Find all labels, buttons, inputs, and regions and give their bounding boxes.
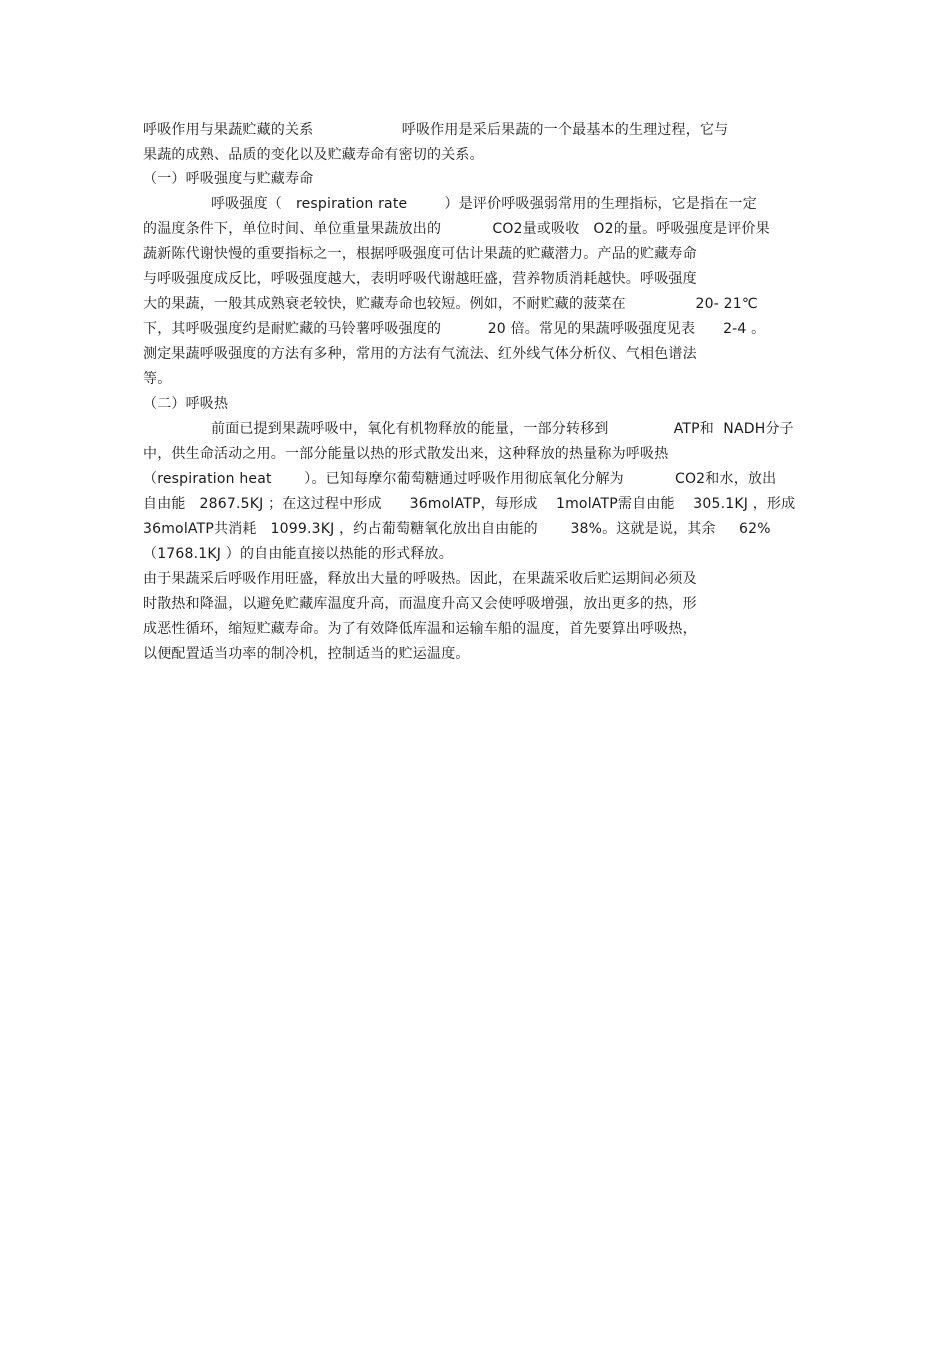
text-line-6: 蔬新陈代谢快慢的重要指标之一，根据呼吸强度可估计果蔬的贮藏潜力。产品的贮藏寿命 [143,246,697,262]
text-line-18: （1768.1KJ ）的自由能直接以热能的形式释放。 [143,546,453,562]
text-line-5: 的温度条件下，单位时间、单位重量果蔬放出的 CO2量或吸收 O2的量。呼吸强度是评价果 [143,221,770,237]
text-line-9: 下，其呼吸强度约是耐贮藏的马铃薯呼吸强度的 20 倍。常见的果蔬呼吸强度见表 2-4 。 [143,321,766,337]
text-line-22: 以便配置适当功率的制冷机，控制适当的贮运温度。 [143,646,470,662]
text-line-14: 中，供生命活动之用。一部分能量以热的形式散发出来，这种释放的热量称为呼吸热 [143,446,669,462]
text-line-11: 等。 [143,371,172,387]
text-line-4: 呼吸强度（ respiration rate ）是评价呼吸强弱常用的生理指标，它是指在一定 [211,196,757,212]
text-line-8: 大的果蔬，一般其成熟衰老较快，贮藏寿命也较短。例如，不耐贮藏的菠菜在 20- 21℃ [143,296,758,312]
text-line-16: 自由能 2867.5KJ ；在这过程中形成 36molATP，每形成 1molATP需自由能 305.1KJ ，形成 [143,496,796,512]
text-line-15: （respiration heat ）。已知每摩尔葡萄糖通过呼吸作用彻底氧化分解为 CO2和水，放出 [143,471,777,487]
text-line-13: 前面已提到果蔬呼吸中，氧化有机物释放的能量，一部分转移到 ATP和 NADH分子 [211,421,794,437]
text-line-17: 36molATP共消耗 1099.3KJ ，约占葡萄糖氧化放出自由能的 38%。这就是说，其余 62% [143,521,771,537]
text-line-7: 与呼吸强度成反比，呼吸强度越大，表明呼吸代谢越旺盛，营养物质消耗越快。呼吸强度 [143,271,697,287]
text-line-21: 成恶性循环，缩短贮藏寿命。为了有效降低库温和运输车船的温度，首先要算出呼吸热， [143,621,697,637]
text-line-1: 呼吸作用与果蔬贮藏的关系 呼吸作用是采后果蔬的一个最基本的生理过程，它与 [143,122,729,138]
section-heading-2: （二）呼吸热 [143,396,229,412]
section-heading-1: （一）呼吸强度与贮藏寿命 [143,171,314,187]
text-line-20: 时散热和降温，以避免贮藏库温度升高，而温度升高又会使呼吸增强，放出更多的热，形 [143,596,697,612]
text-line-19: 由于果蔬采后呼吸作用旺盛，释放出大量的呼吸热。因此，在果蔬采收后贮运期间必须及 [143,571,697,587]
text-line-10: 测定果蔬呼吸强度的方法有多种，常用的方法有气流法、红外线气体分析仪、气相色谱法 [143,346,697,362]
text-line-2: 果蔬的成熟、品质的变化以及贮藏寿命有密切的关系。 [143,147,484,163]
